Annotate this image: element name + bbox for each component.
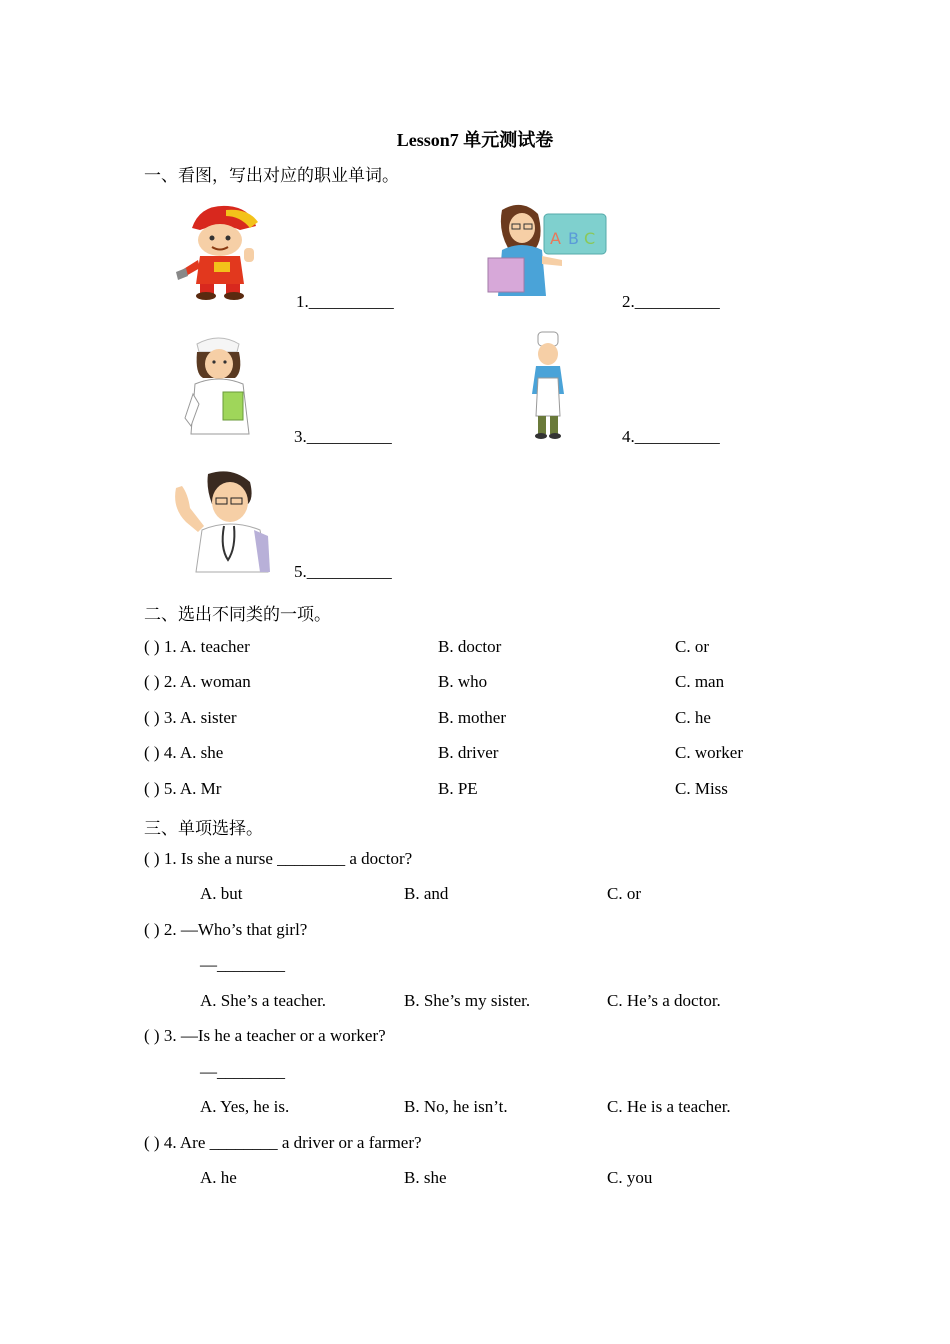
part3-q4-option-b: B. she	[404, 1168, 447, 1187]
part2-q4-option-b: B. driver	[438, 743, 499, 762]
part3-q1-stem: ( ) 1. Is she a nurse ________ a doctor?	[144, 849, 413, 868]
answer-blank-5[interactable]: 5.__________	[294, 562, 392, 581]
part2-q5-option-a: ( ) 5. A. Mr	[144, 779, 222, 798]
part3-q3-answer-line: —________	[200, 1062, 285, 1081]
part2-q2-option-c: C. man	[675, 672, 725, 691]
part3-q1-option-a: A. but	[200, 884, 243, 903]
part3-q2-stem: ( ) 2. —Who’s that girl?	[144, 920, 308, 939]
answer-blank-4[interactable]: 4.__________	[622, 427, 720, 446]
part2-heading: 二、选出不同类的一项。	[144, 605, 331, 624]
part3-q2-answer-line: —________	[200, 955, 285, 974]
nurse-picture	[183, 334, 259, 440]
mechanic-picture	[170, 200, 270, 300]
answer-blank-2[interactable]: 2.__________	[622, 292, 720, 311]
doctor-picture	[168, 468, 272, 574]
part3-q4-option-c: C. you	[607, 1168, 653, 1187]
part3-q1-option-c: C. or	[607, 884, 641, 903]
answer-blank-1[interactable]: 1.__________	[296, 292, 394, 311]
part2-q3-option-b: B. mother	[438, 708, 506, 727]
part3-heading: 三、单项选择。	[144, 819, 263, 838]
part2-q4-option-a: ( ) 4. A. she	[144, 743, 224, 762]
part2-q3-option-a: ( ) 3. A. sister	[144, 708, 237, 727]
part2-q1-option-c: C. or	[675, 637, 709, 656]
svg-text:A: A	[550, 229, 561, 248]
cook-picture	[526, 330, 570, 442]
teacher-picture	[484, 200, 610, 300]
part3-q3-option-c: C. He is a teacher.	[607, 1097, 731, 1116]
part1-heading: 一、看图，写出对应的职业单词。	[144, 166, 399, 185]
part3-q4-stem: ( ) 4. Are ________ a driver or a farmer?	[144, 1133, 422, 1152]
part2-q2-option-b: B. who	[438, 672, 488, 691]
part2-q5-option-b: B. PE	[438, 779, 478, 798]
part3-q2-option-b: B. She’s my sister.	[404, 991, 531, 1010]
part2-q3-option-c: C. he	[675, 708, 711, 727]
svg-text:C: C	[584, 229, 596, 248]
part3-q3-option-b: B. No, he isn’t.	[404, 1097, 508, 1116]
part3-q4-option-a: A. he	[200, 1168, 237, 1187]
part3-q2-option-c: C. He’s a doctor.	[607, 991, 721, 1010]
part3-q3-stem: ( ) 3. —Is he a teacher or a worker?	[144, 1026, 386, 1045]
part3-q1-option-b: B. and	[404, 884, 449, 903]
part2-q2-option-a: ( ) 2. A. woman	[144, 672, 251, 691]
part2-q1-option-b: B. doctor	[438, 637, 502, 656]
part2-q5-option-c: C. Miss	[675, 779, 728, 798]
part2-q4-option-c: C. worker	[675, 743, 743, 762]
part3-q2-option-a: A. She’s a teacher.	[200, 991, 327, 1010]
page-title: Lesson7 单元测试卷	[396, 130, 554, 150]
answer-blank-3[interactable]: 3.__________	[294, 427, 392, 446]
part2-q1-option-a: ( ) 1. A. teacher	[144, 637, 250, 656]
part3-q3-option-a: A. Yes, he is.	[200, 1097, 290, 1116]
svg-text:B: B	[568, 229, 579, 248]
